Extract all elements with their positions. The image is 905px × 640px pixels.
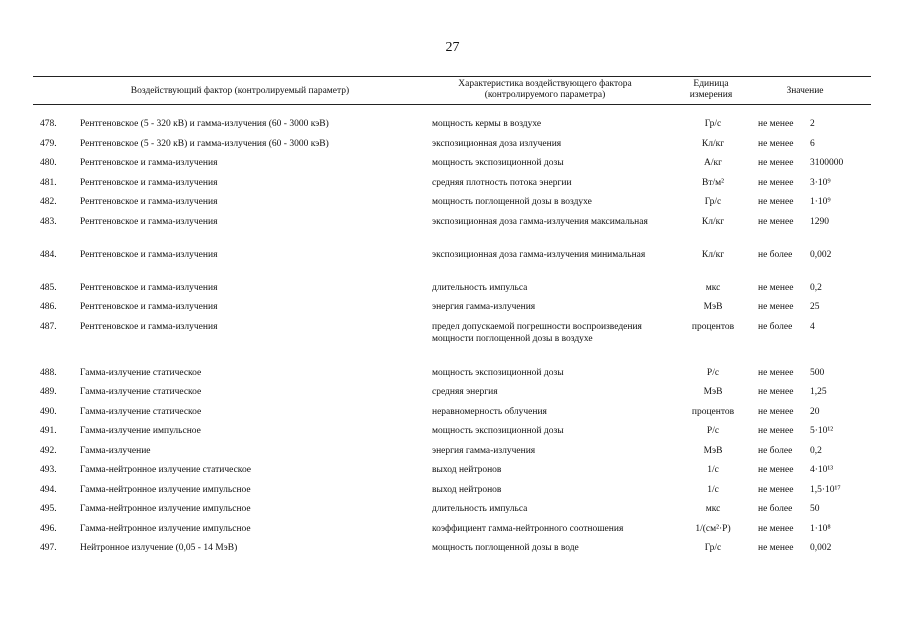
row-number: 484.	[40, 249, 57, 260]
row-number: 488.	[40, 367, 57, 378]
row-number: 489.	[40, 387, 57, 397]
row-characteristic: выход нейтронов	[432, 484, 502, 495]
row-value: 3·10⁹	[810, 177, 831, 188]
row-comparison: не менее	[758, 216, 794, 227]
row-comparison: не более	[758, 249, 793, 260]
table-row	[0, 136, 905, 156]
table-row	[0, 319, 905, 365]
row-factor: Рентгеновское (5 - 320 кВ) и гамма-излучения (60 - 3000 кэВ)	[80, 119, 329, 129]
row-characteristic: мощность поглощенной дозы в воде	[432, 543, 579, 553]
header-value: Значение	[786, 86, 824, 96]
row-factor: Гамма-излучение статическое	[80, 406, 202, 417]
row-comparison: не менее	[758, 523, 794, 534]
row-characteristic: экспозиционная доза гамма-излучения максимальная	[432, 216, 648, 227]
row-number: 490.	[40, 406, 57, 417]
row-comparison: не менее	[758, 465, 794, 475]
row-comparison: не менее	[758, 484, 794, 495]
row-number: 479.	[40, 138, 57, 149]
row-factor: Рентгеновское и гамма-излучения	[80, 282, 218, 293]
table-row	[0, 384, 905, 404]
row-factor: Гамма-излучение импульсное	[80, 426, 201, 436]
row-factor: Гамма-нейтронное излучение импульсное	[80, 523, 251, 534]
table-row	[0, 404, 905, 424]
row-number: 486.	[40, 302, 57, 312]
row-value: 0,2	[810, 282, 822, 293]
header-unit: Единица измерения	[689, 79, 733, 100]
row-number: 494.	[40, 484, 57, 495]
row-value: 6	[810, 138, 815, 149]
table-row	[0, 194, 905, 214]
row-value: 1290	[810, 216, 829, 227]
row-characteristic: энергия гамма-излучения	[432, 302, 536, 312]
row-value: 1·10⁸	[810, 523, 831, 534]
row-number: 481.	[40, 177, 57, 188]
row-number: 491.	[40, 426, 57, 436]
row-comparison: не более	[758, 445, 793, 456]
table-row	[0, 521, 905, 541]
row-characteristic: коэффициент гамма-нейтронного соотношения	[432, 523, 624, 534]
row-characteristic: выход нейтронов	[432, 465, 502, 475]
table-body	[0, 116, 905, 560]
row-number: 480.	[40, 158, 57, 168]
row-number: 492.	[40, 445, 57, 456]
row-unit: Гр/с	[704, 197, 722, 207]
row-unit: Кл/кг	[701, 216, 725, 227]
row-factor: Рентгеновское и гамма-излучения	[80, 177, 218, 188]
row-unit: процентов	[691, 406, 735, 417]
row-value: 0,002	[810, 543, 832, 553]
row-unit: Кл/кг	[701, 138, 725, 149]
row-characteristic: длительность импульса	[432, 504, 528, 514]
row-unit: мкс	[705, 504, 721, 514]
row-factor: Гамма-нейтронное излучение импульсное	[80, 504, 251, 514]
row-number: 483.	[40, 216, 57, 227]
row-value: 1,5·10¹⁷	[810, 484, 841, 495]
row-factor: Рентгеновское и гамма-излучения	[80, 158, 218, 168]
row-number: 482.	[40, 197, 57, 207]
row-unit: Вт/м²	[702, 177, 724, 188]
table-row	[0, 501, 905, 521]
row-value: 25	[810, 302, 820, 312]
row-comparison: не менее	[758, 138, 794, 149]
table-row	[0, 116, 905, 136]
row-characteristic: мощность кермы в воздухе	[432, 119, 542, 129]
row-factor: Гамма-нейтронное излучение импульсное	[80, 484, 251, 495]
row-unit: процентов	[691, 321, 735, 332]
table-row	[0, 299, 905, 319]
row-characteristic: предел допускаемой погрешности воспроизведения мощности поглощенной дозы в воздухе	[432, 321, 642, 344]
row-factor: Рентгеновское и гамма-излучения	[80, 321, 218, 332]
row-number: 497.	[40, 543, 57, 553]
row-factor: Гамма-нейтронное излучение статическое	[80, 465, 252, 475]
row-comparison: не менее	[758, 543, 794, 553]
table-header-rule	[33, 104, 871, 105]
row-value: 0,2	[810, 445, 822, 456]
row-unit: МэВ	[703, 387, 723, 397]
row-value: 5·10¹²	[810, 426, 834, 436]
row-factor: Гамма-излучение статическое	[80, 367, 202, 378]
table-row	[0, 423, 905, 443]
row-characteristic: мощность поглощенной дозы в воздухе	[432, 197, 592, 207]
table-row	[0, 280, 905, 300]
row-comparison: не менее	[758, 406, 794, 417]
row-factor: Гамма-излучение статическое	[80, 387, 202, 397]
row-number: 485.	[40, 282, 57, 293]
row-comparison: не менее	[758, 158, 794, 168]
row-comparison: не менее	[758, 426, 794, 436]
row-unit: 1/(см²·Р)	[695, 523, 731, 534]
row-value: 4·10¹³	[810, 465, 834, 475]
row-unit: А/кг	[703, 158, 722, 168]
row-value: 1,25	[810, 387, 827, 397]
header-factor: Воздействующий фактор (контролируемый параметр)	[130, 86, 350, 96]
row-unit: мкс	[705, 282, 721, 293]
row-factor: Нейтронное излучение (0,05 - 14 МэВ)	[80, 543, 238, 553]
row-comparison: не менее	[758, 302, 794, 312]
row-characteristic: мощность экспозиционной дозы	[432, 426, 564, 436]
row-unit: МэВ	[703, 445, 723, 456]
row-unit: Гр/с	[704, 119, 722, 129]
row-characteristic: неравномерность облучения	[432, 406, 547, 417]
table-top-rule	[33, 76, 871, 77]
table-row	[0, 365, 905, 385]
row-number: 495.	[40, 504, 57, 514]
row-number: 487.	[40, 321, 57, 332]
row-factor: Рентгеновское и гамма-излучения	[80, 249, 218, 260]
row-characteristic: длительность импульса	[432, 282, 528, 293]
row-value: 20	[810, 406, 820, 417]
row-characteristic: средняя энергия	[432, 387, 498, 397]
table-row	[0, 214, 905, 247]
row-comparison: не менее	[758, 197, 794, 207]
row-factor: Рентгеновское и гамма-излучения	[80, 216, 218, 227]
row-comparison: не менее	[758, 177, 794, 188]
row-comparison: не менее	[758, 387, 794, 397]
row-comparison: не менее	[758, 282, 794, 293]
table-row	[0, 482, 905, 502]
table-row	[0, 155, 905, 175]
row-unit: 1/с	[707, 484, 719, 495]
row-value: 0,002	[810, 249, 832, 260]
row-characteristic: энергия гамма-излучения	[432, 445, 536, 456]
row-comparison: не более	[758, 321, 793, 332]
row-unit: МэВ	[703, 302, 723, 312]
row-number: 496.	[40, 523, 57, 534]
row-characteristic: экспозиционная доза излучения	[432, 138, 562, 149]
table-row	[0, 175, 905, 195]
row-factor: Рентгеновское и гамма-излучения	[80, 302, 218, 312]
table-row	[0, 540, 905, 560]
row-value: 4	[810, 321, 815, 332]
row-value: 2	[810, 119, 815, 129]
row-characteristic: мощность экспозиционной дозы	[432, 158, 564, 168]
row-unit: Р/с	[706, 367, 720, 378]
row-factor: Гамма-излучение	[80, 445, 151, 456]
row-characteristic: экспозиционная доза гамма-излучения минимальная	[432, 249, 646, 260]
row-unit: Кл/кг	[701, 249, 725, 260]
row-factor: Рентгеновское и гамма-излучения	[80, 197, 218, 207]
row-value: 3100000	[810, 158, 844, 168]
page-number: 27	[445, 40, 460, 55]
row-factor: Рентгеновское (5 - 320 кВ) и гамма-излучения (60 - 3000 кэВ)	[80, 138, 329, 149]
row-number: 493.	[40, 465, 57, 475]
table-row	[0, 462, 905, 482]
row-value: 500	[810, 367, 825, 378]
row-characteristic: мощность экспозиционной дозы	[432, 367, 564, 378]
row-characteristic: средняя плотность потока энергии	[432, 177, 572, 188]
row-value: 1·10⁹	[810, 197, 831, 207]
table-row	[0, 247, 905, 280]
row-unit: Р/с	[706, 426, 720, 436]
row-number: 478.	[40, 119, 57, 129]
row-unit: 1/с	[707, 465, 719, 475]
row-value: 50	[810, 504, 820, 514]
row-comparison: не менее	[758, 367, 794, 378]
row-comparison: не более	[758, 504, 793, 514]
row-comparison: не менее	[758, 119, 794, 129]
row-unit: Гр/с	[704, 543, 722, 553]
header-characteristic: Характеристика воздействующего фактора (контролируемого параметра)	[458, 79, 632, 100]
table-row	[0, 443, 905, 463]
